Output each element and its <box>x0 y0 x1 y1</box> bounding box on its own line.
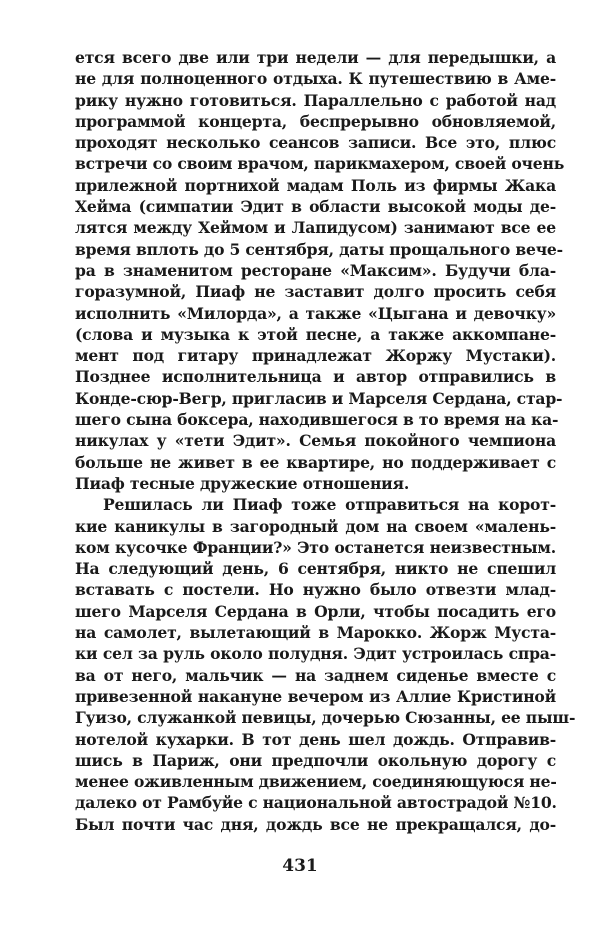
text-line: шись в Париж, они предпочли окольную дорогу с <box>75 750 556 770</box>
text-line: горазумной, Пиаф не заставит долго просить себя <box>75 282 556 302</box>
text-line: Хейма (симпатии Эдит в области высокой моды де- <box>75 197 556 217</box>
text-line: лятся между Хеймом и Лапидусом) занимают все ее <box>75 218 556 238</box>
text-line: ется всего две или три недели — для передышки, а <box>75 48 556 67</box>
text-line: (слова и музыка к этой песне, а также аккомпане- <box>75 324 556 344</box>
page-number: 431 <box>282 856 318 876</box>
text-line: рику нужно готовиться. Параллельно с работой над <box>75 90 556 110</box>
text-line: встречи со своим врачом, парикмахером, своей очень <box>75 154 565 174</box>
text-line: Был почти час дня, дождь все не прекращался, до- <box>75 814 556 834</box>
text-line: никулах у «тети Эдит». Семья покойного чемпиона <box>75 431 556 451</box>
text-line: шего сына боксера, находившегося в то время на ка- <box>75 410 559 430</box>
text-line: Пиаф тесные дружеские отношения. <box>75 473 410 493</box>
text-line: Позднее исполнительница и автор отправились в <box>75 367 556 387</box>
text-line: ком кусочке Франции?» Это останется неизвестным. <box>75 537 556 557</box>
text-line: ра в знаменитом ресторане «Максим». Будучи бла- <box>75 260 556 280</box>
paragraph <box>75 47 565 494</box>
paragraph <box>75 494 576 835</box>
text-line: больше не живет в ее квартире, но поддерживает с <box>75 452 556 472</box>
text-line: Решилась ли Пиаф тоже отправиться на корот- <box>103 495 556 515</box>
text-line: мент под гитару принадлежат Жоржу Мустаки). <box>75 346 556 366</box>
text-line: ва от него, мальчик — на заднем сиденье вместе с <box>75 665 556 685</box>
text-line: прилежной портнихой мадам Поль из фирмы Жака <box>75 175 556 195</box>
text-line: далеко от Рамбуйе с национальной автострадой №10. <box>75 793 557 813</box>
text-line: исполнить «Милорда», а также «Цыгана и девочку» <box>75 303 556 323</box>
page-body-text <box>75 47 576 835</box>
text-line: нотелой кухарки. В тот день шел дождь. Отправив- <box>75 729 556 749</box>
text-line: вставать с постели. Но нужно было отвезти млад- <box>75 580 556 600</box>
text-line: На следующий день, 6 сентября, никто не спешил <box>75 559 556 579</box>
text-line: Гуизо, служанкой певицы, дочерью Сюзанны, ее пыш- <box>75 708 576 728</box>
text-line: время вплоть до 5 сентября, даты прощального вече- <box>75 239 563 259</box>
text-line: кие каникулы в загородный дом на своем «малень- <box>75 516 556 536</box>
text-line: ки сел за руль около полудня. Эдит устроилась спра- <box>75 644 556 664</box>
text-line: шего Марселя Сердана в Орли, чтобы посадить его <box>75 601 556 621</box>
text-line: Конде-сюр-Вегр, пригласив и Марселя Сердана, стар- <box>75 388 563 408</box>
text-line: не для полноценного отдыха. К путешествию в Аме- <box>75 69 556 89</box>
text-line: проходят несколько сеансов записи. Все это, плюс <box>75 133 556 153</box>
text-line: привезенной накануне вечером из Аллие Кристиной <box>75 686 556 706</box>
text-line: менее оживленным движением, соединяющуюся не- <box>75 772 557 792</box>
text-line: программой концерта, беспрерывно обновляемой, <box>75 111 556 131</box>
text-line: на самолет, вылетающий в Марокко. Жорж Муста- <box>75 623 556 643</box>
